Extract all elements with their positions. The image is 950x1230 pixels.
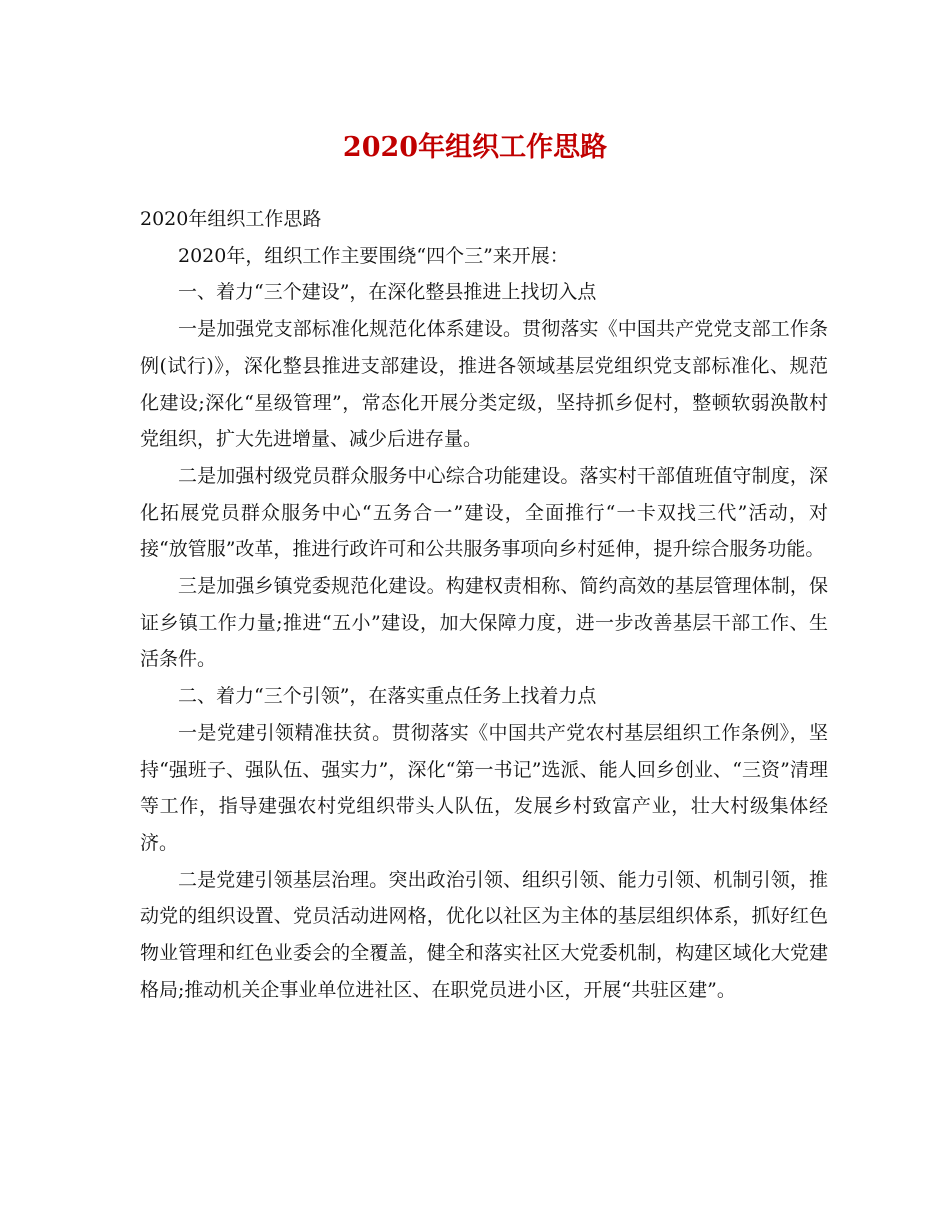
paragraph-2-1: 一是党建引领精准扶贫。贯彻落实《中国共产党农村基层组织工作条例》，坚持“强班子、强队伍、强实力”，深化“第一书记”选派、能人回乡创业、“三资”清理等工作，指导建强农村党组织带头人队伍，发展乡村致富产业，壮大村级集体经济。 — [140, 721, 828, 854]
paragraph-intro: 2020年，组织工作主要围绕“四个三”来开展： — [178, 244, 569, 267]
paragraph-1-3: 三是加强乡镇党委规范化建设。构建权责相称、简约高效的基层管理体制，保证乡镇工作力量;推进“五小”建设，加大保障力度，进一步改善基层干部工作、生活条件。 — [140, 575, 828, 671]
paragraph-1-1: 一是加强党支部标准化规范化体系建设。贯彻落实《中国共产党党支部工作条例(试行)》，深化整县推进支部建设，推进各领域基层党组织党支部标准化、规范化建设;深化“星级管理”，常态化开展分类定级，坚持抓乡促村，整顿软弱涣散村党组织，扩大先进增量、减少后进存量。 — [140, 318, 828, 451]
section-heading-2: 二、着力“三个引领”，在落实重点任务上找着力点 — [178, 685, 597, 708]
paragraph-2-2: 二是党建引领基层治理。突出政治引领、组织引领、能力引领、机制引领，推动党的组织设置、党员活动进网格，优化以社区为主体的基层组织体系，抓好红色物业管理和红色业委会的全覆盖，健全和落实社区大党委机制，构建区域化大党建格局;推动机关企事业单位进社区、在职党员进小区，开展“共驻区建”。 — [140, 868, 828, 1001]
paragraph-heading: 2020年组织工作思路 — [140, 208, 322, 230]
paragraph-1-2: 二是加强村级党员群众服务中心综合功能建设。落实村干部值班值守制度，深化拓展党员群众服务中心“五务合一”建设，全面推行“一卡双找三代”活动，对接“放管服”改革，推进行政许可和公共服务事项向乡村延伸，提升综合服务功能。 — [140, 464, 828, 561]
document-body — [140, 201, 828, 1008]
section-heading-1: 一、着力“三个建设”，在深化整县推进上找切入点 — [178, 281, 597, 304]
document-title: 2020年组织工作思路 — [342, 132, 608, 163]
